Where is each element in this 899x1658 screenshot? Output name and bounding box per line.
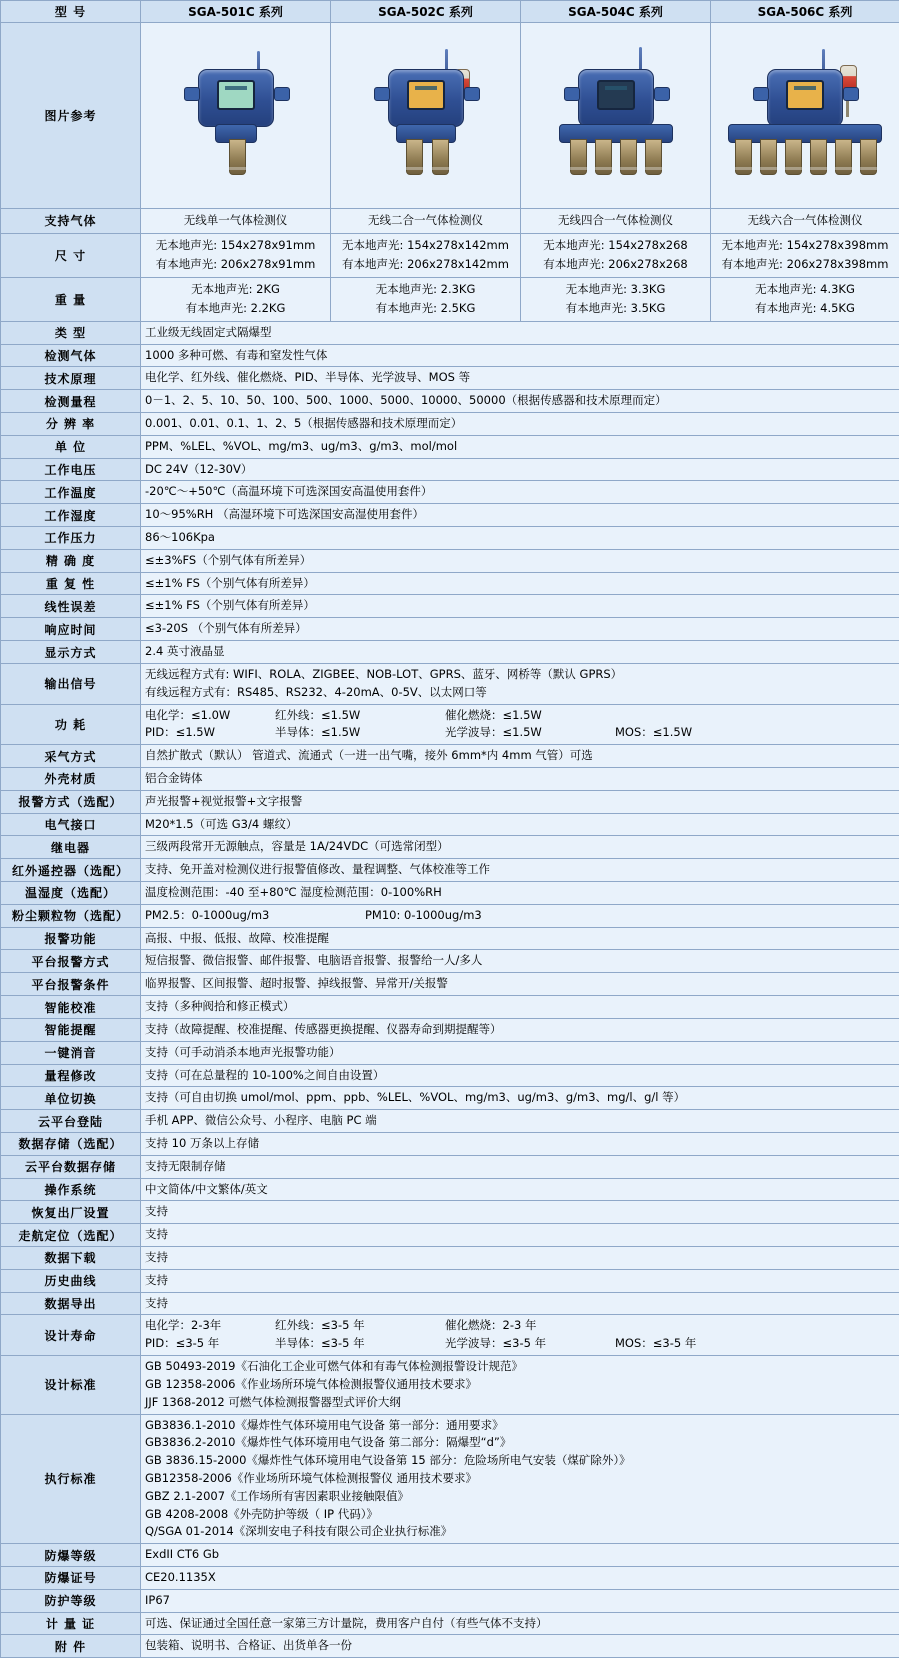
table-row-resolution <box>1 412 899 435</box>
gas-value-1: 无线单一气体检测仪 <box>141 209 331 234</box>
exec-standard-line-4: GB12358-2006《作业场所环境气体检测报警仪 通用技术要求》 <box>145 1470 895 1488</box>
table-row-gas <box>1 209 899 234</box>
row-label-cloud-login: 云平台登陆 <box>1 1110 141 1133</box>
row-value-accessories: 包装箱、说明书、合格证、出货单各一份 <box>141 1635 899 1658</box>
row-value-temp-humidity-option: 温度检测范围：-40 至+80℃ 湿度检测范围：0-100%RH <box>141 882 899 905</box>
row-label-ip-grade: 防护等级 <box>1 1589 141 1612</box>
table-row-models <box>1 1 899 23</box>
row-value-display: 2.4 英寸液晶显 <box>141 641 899 664</box>
row-value-unit: PPM、%LEL、%VOL、mg/m3、ug/m3、g/m3、mol/mol <box>141 435 899 458</box>
row-value-work-temp: -20℃～+50℃（高温环境下可选深国安高温使用套件） <box>141 481 899 504</box>
row-value-platform-alarm-mode: 短信报警、微信报警、邮件报警、电脑语音报警、报警给一人/多人 <box>141 950 899 973</box>
gas-value-2: 无线二合一气体检测仪 <box>331 209 521 234</box>
table-row-exec-standard <box>1 1414 899 1544</box>
output-wireless: 无线远程方式有: WIFI、ROLA、ZIGBEE、NOB-LOT、GPRS、蓝牙、网桥等（默认 GPRS） <box>145 666 895 684</box>
table-row-alarm-function <box>1 927 899 950</box>
row-value-platform-alarm-condition: 临界报警、区间报警、超时报警、掉线报警、异常开/关报警 <box>141 973 899 996</box>
row-label-accessories: 附 件 <box>1 1635 141 1658</box>
table-row-linearity <box>1 595 899 618</box>
table-row-power <box>1 704 899 745</box>
exec-standard-line-1: GB3836.1-2010《爆炸性气体环境用电气设备 第一部分：通用要求》 <box>145 1417 895 1435</box>
weight-no-alarm-2: 无本地声光: 2.3KG <box>335 280 516 300</box>
power-infrared: 红外线：≤1.5W <box>275 707 445 725</box>
power-optical: 光学波导：≤1.5W <box>445 724 615 742</box>
row-value-voltage: DC 24V（12-30V） <box>141 458 899 481</box>
power-mos: MOS：≤1.5W <box>615 724 692 742</box>
gas-value-3: 无线四合一气体检测仪 <box>521 209 711 234</box>
weight-with-alarm-1: 有本地声光: 2.2KG <box>145 299 326 319</box>
row-value-ir-remote: 支持、免开盖对检测仪进行报警值修改、量程调整、气体校准等工作 <box>141 859 899 882</box>
table-row-range <box>1 390 899 413</box>
life-pid: PID：≤3-5 年 <box>145 1335 275 1353</box>
row-label-repeatability: 重 复 性 <box>1 572 141 595</box>
row-value-metrology-cert: 可选、保证通过全国任意一家第三方计量院，费用客户自付（有些气体不支持） <box>141 1612 899 1635</box>
design-standard-line-3: JJF 1368-2012 可燃气体检测报警器型式评价大纲 <box>145 1394 895 1412</box>
row-label-work-temp: 工作温度 <box>1 481 141 504</box>
row-value-sampling: 自然扩散式（默认） 管道式、流通式（一进一出气嘴，接外 6mm*内 4mm 气管）可选 <box>141 745 899 768</box>
row-value-design-standard <box>141 1356 899 1414</box>
weight-no-alarm-1: 无本地声光: 2KG <box>145 280 326 300</box>
model-header-4: SGA-506C 系列 <box>711 1 899 23</box>
life-electrochemical: 电化学：2-3年 <box>145 1317 275 1335</box>
row-label-design-life: 设计寿命 <box>1 1315 141 1356</box>
table-row-history-curve <box>1 1269 899 1292</box>
table-row-detect-gas <box>1 344 899 367</box>
row-value-smart-calibration: 支持（多种阀拾和修正模式） <box>141 996 899 1019</box>
row-label-display: 显示方式 <box>1 641 141 664</box>
table-row-factory-reset <box>1 1201 899 1224</box>
row-value-linearity: ≤±1% FS（个别气体有所差异） <box>141 595 899 618</box>
table-row-smart-reminder <box>1 1018 899 1041</box>
table-row-smart-calibration <box>1 996 899 1019</box>
row-label-detect-gas: 检测气体 <box>1 344 141 367</box>
table-row-unit <box>1 435 899 458</box>
size-with-alarm-4: 有本地声光: 206x278x398mm <box>715 255 895 275</box>
row-label-weight: 重 量 <box>1 277 141 321</box>
size-no-alarm-1: 无本地声光: 154x278x91mm <box>145 236 326 256</box>
model-header-2: SGA-502C 系列 <box>331 1 521 23</box>
table-row-voltage <box>1 458 899 481</box>
row-value-range: 0－1、2、5、10、50、100、500、1000、5000、10000、50000（根据传感器和技术原理而定） <box>141 390 899 413</box>
table-row-electrical-interface <box>1 813 899 836</box>
table-row-metrology-cert <box>1 1612 899 1635</box>
dust-pm25: PM2.5：0-1000ug/m3 <box>145 907 365 925</box>
table-row-principle <box>1 367 899 390</box>
life-optical: 光学波导：≤3-5 年 <box>445 1335 615 1353</box>
size-with-alarm-3: 有本地声光: 206x278x268 <box>525 255 706 275</box>
size-no-alarm-3: 无本地声光: 154x278x268 <box>525 236 706 256</box>
row-value-design-life <box>141 1315 899 1356</box>
row-value-cloud-storage: 支持无限制存储 <box>141 1155 899 1178</box>
size-with-alarm-2: 有本地声光: 206x278x142mm <box>335 255 516 275</box>
detector-illustration-4 <box>720 25 890 203</box>
row-value-shell-material: 铝合金铸体 <box>141 767 899 790</box>
size-no-alarm-2: 无本地声光: 154x278x142mm <box>335 236 516 256</box>
table-row-repeatability <box>1 572 899 595</box>
table-row-platform-alarm-mode <box>1 950 899 973</box>
row-label-dust-option: 粉尘颗粒物（选配） <box>1 904 141 927</box>
row-value-response-time: ≤3-20S （个别气体有所差异） <box>141 618 899 641</box>
row-value-unit-switch: 支持（可自由切换 umol/mol、ppm、ppb、%LEL、%VOL、mg/m3、ug/m3、g/m3、mg/l、g/l 等） <box>141 1087 899 1110</box>
size-value-1 <box>141 233 331 277</box>
row-label-cloud-storage: 云平台数据存储 <box>1 1155 141 1178</box>
row-label-smart-reminder: 智能提醒 <box>1 1018 141 1041</box>
table-row-platform-alarm-condition <box>1 973 899 996</box>
table-row-cloud-login <box>1 1110 899 1133</box>
detector-illustration-2 <box>341 25 511 203</box>
power-semiconductor: 半导体：≤1.5W <box>275 724 445 742</box>
product-image-504c <box>521 23 711 209</box>
row-label-sampling: 采气方式 <box>1 745 141 768</box>
row-label-alarm-function: 报警功能 <box>1 927 141 950</box>
weight-value-4 <box>711 277 899 321</box>
row-label-history-curve: 历史曲线 <box>1 1269 141 1292</box>
table-row-cloud-storage <box>1 1155 899 1178</box>
row-label-image: 图片参考 <box>1 23 141 209</box>
row-value-output-signal <box>141 663 899 704</box>
row-label-data-storage: 数据存储（选配） <box>1 1132 141 1155</box>
life-semiconductor: 半导体：≤3-5 年 <box>275 1335 445 1353</box>
row-value-data-download: 支持 <box>141 1247 899 1270</box>
size-with-alarm-1: 有本地声光: 206x278x91mm <box>145 255 326 275</box>
weight-no-alarm-4: 无本地声光: 4.3KG <box>715 280 895 300</box>
power-electrochemical: 电化学：≤1.0W <box>145 707 275 725</box>
size-no-alarm-4: 无本地声光: 154x278x398mm <box>715 236 895 256</box>
row-label-unit-switch: 单位切换 <box>1 1087 141 1110</box>
row-label-size: 尺 寸 <box>1 233 141 277</box>
weight-value-3 <box>521 277 711 321</box>
row-label-alarm-mode: 报警方式（选配） <box>1 790 141 813</box>
row-value-data-storage: 支持 10 万条以上存储 <box>141 1132 899 1155</box>
weight-with-alarm-4: 有本地声光: 4.5KG <box>715 299 895 319</box>
row-label-factory-reset: 恢复出厂设置 <box>1 1201 141 1224</box>
table-row-data-download <box>1 1247 899 1270</box>
row-value-range-modify: 支持（可在总量程的 10-100%之间自由设置） <box>141 1064 899 1087</box>
row-value-resolution: 0.001、0.01、0.1、1、2、5（根据传感器和技术原理而定） <box>141 412 899 435</box>
table-row-data-storage <box>1 1132 899 1155</box>
row-value-data-export: 支持 <box>141 1292 899 1315</box>
weight-value-2 <box>331 277 521 321</box>
row-label-model: 型 号 <box>1 1 141 23</box>
row-value-alarm-mode: 声光报警+视觉报警+文字报警 <box>141 790 899 813</box>
gas-value-4: 无线六合一气体检测仪 <box>711 209 899 234</box>
life-mos: MOS：≤3-5 年 <box>615 1335 696 1353</box>
row-label-relay: 继电器 <box>1 836 141 859</box>
row-value-relay: 三级两段常开无源触点，容量是 1A/24VDC（可选常闭型） <box>141 836 899 859</box>
model-header-1: SGA-501C 系列 <box>141 1 331 23</box>
row-label-type: 类 型 <box>1 321 141 344</box>
size-value-2 <box>331 233 521 277</box>
row-label-resolution: 分 辨 率 <box>1 412 141 435</box>
row-label-accuracy: 精 确 度 <box>1 549 141 572</box>
table-row-temp-humidity-option <box>1 882 899 905</box>
table-row-design-standard <box>1 1356 899 1414</box>
weight-with-alarm-2: 有本地声光: 2.5KG <box>335 299 516 319</box>
row-value-mobile-positioning: 支持 <box>141 1224 899 1247</box>
row-label-gas: 支持气体 <box>1 209 141 234</box>
output-wired: 有线远程方式有：RS485、RS232、4-20mA、0-5V、以太网口等 <box>145 684 895 702</box>
row-value-cloud-login: 手机 APP、微信公众号、小程序、电脑 PC 端 <box>141 1110 899 1133</box>
row-label-electrical-interface: 电气接口 <box>1 813 141 836</box>
weight-no-alarm-3: 无本地声光: 3.3KG <box>525 280 706 300</box>
row-value-type: 工业级无线固定式隔爆型 <box>141 321 899 344</box>
row-value-alarm-function: 高报、中报、低报、故障、校准提醒 <box>141 927 899 950</box>
size-value-3 <box>521 233 711 277</box>
row-value-dust-option <box>141 904 899 927</box>
row-value-os: 中文简体/中文繁体/英文 <box>141 1178 899 1201</box>
product-image-502c <box>331 23 521 209</box>
row-label-principle: 技术原理 <box>1 367 141 390</box>
row-label-power: 功 耗 <box>1 704 141 745</box>
table-row-sampling <box>1 745 899 768</box>
power-pid: PID：≤1.5W <box>145 724 275 742</box>
table-row-design-life <box>1 1315 899 1356</box>
row-value-repeatability: ≤±1% FS（个别气体有所差异） <box>141 572 899 595</box>
power-catalytic: 催化燃烧：≤1.5W <box>445 707 542 725</box>
table-row-response-time <box>1 618 899 641</box>
row-label-range-modify: 量程修改 <box>1 1064 141 1087</box>
row-label-one-key-mute: 一键消音 <box>1 1041 141 1064</box>
table-row-ex-grade <box>1 1544 899 1567</box>
table-row-unit-switch <box>1 1087 899 1110</box>
exec-standard-line-5: GBZ 2.1-2007《工作场所有害因素职业接触限值》 <box>145 1488 895 1506</box>
exec-standard-line-3: GB 3836.15-2000《爆炸性气体环境用电气设备第 15 部分：危险场所电气安装（煤矿除外）》 <box>145 1452 895 1470</box>
row-value-ex-cert-no: CE20.1135X <box>141 1567 899 1590</box>
table-row-shell-material <box>1 767 899 790</box>
row-label-ex-cert-no: 防爆证号 <box>1 1567 141 1590</box>
table-row-alarm-mode <box>1 790 899 813</box>
table-row-one-key-mute <box>1 1041 899 1064</box>
product-image-506c <box>711 23 899 209</box>
row-label-metrology-cert: 计 量 证 <box>1 1612 141 1635</box>
weight-with-alarm-3: 有本地声光: 3.5KG <box>525 299 706 319</box>
row-label-platform-alarm-condition: 平台报警条件 <box>1 973 141 996</box>
detector-illustration-1 <box>151 25 321 203</box>
row-value-ex-grade: ExdII CT6 Gb <box>141 1544 899 1567</box>
design-standard-line-1: GB 50493-2019《石油化工企业可燃气体和有毒气体检测报警设计规范》 <box>145 1358 895 1376</box>
table-row-ex-cert-no <box>1 1567 899 1590</box>
row-value-one-key-mute: 支持（可手动消杀本地声光报警功能） <box>141 1041 899 1064</box>
size-value-4 <box>711 233 899 277</box>
row-label-response-time: 响应时间 <box>1 618 141 641</box>
table-row-work-pressure <box>1 527 899 550</box>
row-label-linearity: 线性误差 <box>1 595 141 618</box>
row-label-smart-calibration: 智能校准 <box>1 996 141 1019</box>
row-value-factory-reset: 支持 <box>141 1201 899 1224</box>
table-row-display <box>1 641 899 664</box>
table-row-os <box>1 1178 899 1201</box>
life-catalytic: 催化燃烧：2-3 年 <box>445 1317 536 1335</box>
row-label-voltage: 工作电压 <box>1 458 141 481</box>
row-label-mobile-positioning: 走航定位（选配） <box>1 1224 141 1247</box>
table-row-type <box>1 321 899 344</box>
row-value-work-humidity: 10～95%RH （高湿环境下可选深国安高湿使用套件） <box>141 504 899 527</box>
row-value-work-pressure: 86～106Kpa <box>141 527 899 550</box>
table-row-size <box>1 233 899 277</box>
table-row-ir-remote <box>1 859 899 882</box>
row-label-shell-material: 外壳材质 <box>1 767 141 790</box>
table-row-range-modify <box>1 1064 899 1087</box>
product-image-501c <box>141 23 331 209</box>
row-value-accuracy: ≤±3%FS（个别气体有所差异） <box>141 549 899 572</box>
row-value-principle: 电化学、红外线、催化燃烧、PID、半导体、光学波导、MOS 等 <box>141 367 899 390</box>
table-row-weight <box>1 277 899 321</box>
design-standard-line-2: GB 12358-2006《作业场所环境气体检测报警仪通用技术要求》 <box>145 1376 895 1394</box>
row-label-unit: 单 位 <box>1 435 141 458</box>
row-label-data-download: 数据下载 <box>1 1247 141 1270</box>
row-label-work-humidity: 工作湿度 <box>1 504 141 527</box>
detector-illustration-3 <box>531 25 701 203</box>
row-label-output-signal: 输出信号 <box>1 663 141 704</box>
life-infrared: 红外线：≤3-5 年 <box>275 1317 445 1335</box>
row-value-ip-grade: IP67 <box>141 1589 899 1612</box>
row-label-work-pressure: 工作压力 <box>1 527 141 550</box>
model-header-3: SGA-504C 系列 <box>521 1 711 23</box>
row-label-platform-alarm-mode: 平台报警方式 <box>1 950 141 973</box>
exec-standard-line-7: Q/SGA 01-2014《深圳安电子科技有限公司企业执行标准》 <box>145 1523 895 1541</box>
table-row-work-humidity <box>1 504 899 527</box>
table-row-accuracy <box>1 549 899 572</box>
row-label-temp-humidity-option: 温湿度（选配） <box>1 882 141 905</box>
row-value-detect-gas: 1000 多种可燃、有毒和窒发性气体 <box>141 344 899 367</box>
table-row-output-signal <box>1 663 899 704</box>
row-label-data-export: 数据导出 <box>1 1292 141 1315</box>
exec-standard-line-2: GB3836.2-2010《爆炸性气体环境用电气设备 第二部分：隔爆型“d”》 <box>145 1434 895 1452</box>
table-row-mobile-positioning <box>1 1224 899 1247</box>
row-label-ex-grade: 防爆等级 <box>1 1544 141 1567</box>
row-label-exec-standard: 执行标准 <box>1 1414 141 1544</box>
table-row-data-export <box>1 1292 899 1315</box>
row-label-os: 操作系统 <box>1 1178 141 1201</box>
table-row-images <box>1 23 899 209</box>
row-label-design-standard: 设计标准 <box>1 1356 141 1414</box>
exec-standard-line-6: GB 4208-2008《外壳防护等级（ IP 代码）》 <box>145 1506 895 1524</box>
table-row-ip-grade <box>1 1589 899 1612</box>
table-row-dust-option <box>1 904 899 927</box>
row-value-smart-reminder: 支持（故障提醒、校准提醒、传感器更换提醒、仪器寿命到期提醒等） <box>141 1018 899 1041</box>
row-value-electrical-interface: M20*1.5（可选 G3/4 螺纹） <box>141 813 899 836</box>
weight-value-1 <box>141 277 331 321</box>
row-label-range: 检测量程 <box>1 390 141 413</box>
table-row-accessories <box>1 1635 899 1658</box>
row-value-history-curve: 支持 <box>141 1269 899 1292</box>
row-label-ir-remote: 红外遥控器（选配） <box>1 859 141 882</box>
table-row-relay <box>1 836 899 859</box>
row-value-power <box>141 704 899 745</box>
dust-pm10: PM10: 0-1000ug/m3 <box>365 907 482 925</box>
table-row-work-temp <box>1 481 899 504</box>
row-value-exec-standard <box>141 1414 899 1544</box>
